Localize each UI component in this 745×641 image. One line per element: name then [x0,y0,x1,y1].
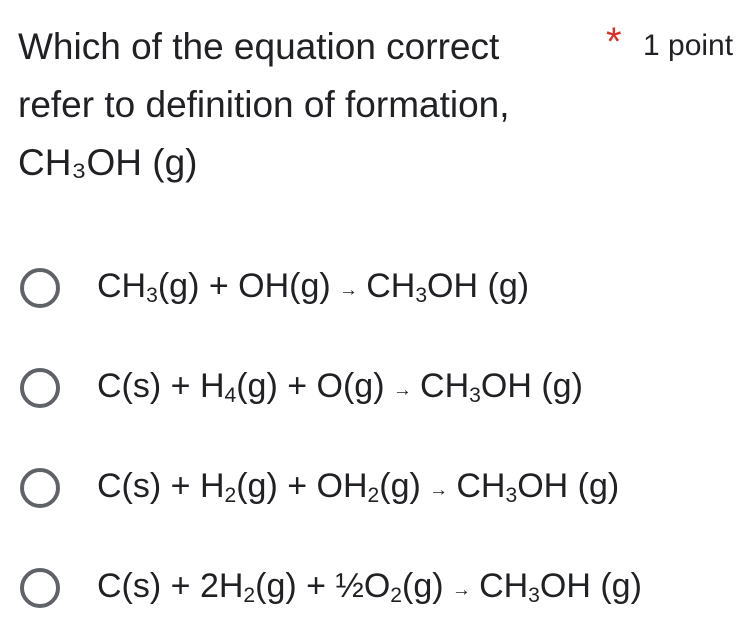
question-line-1: Which of the equation correct [18,26,500,67]
formula-text: (g) + OH(g) [157,266,331,305]
formula-subscript: 3 [146,284,158,308]
formula-text: (g) + O(g) [236,366,385,405]
radio-button-4[interactable] [20,568,60,608]
reaction-arrow-icon: → [392,378,412,400]
formula-text: CH [456,466,506,505]
answer-option-4-label [97,564,642,613]
radio-button-2[interactable] [20,368,60,408]
radio-button-3[interactable] [20,468,60,508]
formula-text: C(s) + 2H [97,566,244,605]
formula-text: (g) + OH [236,466,368,505]
answer-option-3[interactable] [0,438,745,538]
answer-options [0,238,745,638]
answer-option-4[interactable] [0,538,745,638]
formula-text: OH (g) [539,566,642,605]
question-title [18,18,578,192]
formula-subscript: 3 [528,584,540,608]
reaction-arrow-icon: → [451,578,471,600]
answer-option-1[interactable] [0,238,745,338]
formula-text: OH (g) [480,366,583,405]
formula-text: (g) + ½O [255,566,391,605]
answer-option-2-label [97,364,583,413]
formula-text: OH (g) [517,466,620,505]
formula-text: CH [479,566,529,605]
formula-text: OH (g) [427,266,530,305]
formula-text: CH [97,266,147,305]
formula-subscript: 2 [390,584,402,608]
formula-text: CH [366,266,416,305]
formula-subscript: 3 [415,284,428,308]
formula-subscript: 3 [469,384,481,408]
points-label: 1 point [643,29,734,62]
answer-option-1-label [97,264,529,313]
formula-text: C(s) + H [97,366,225,405]
formula-subscript: 3 [505,484,518,508]
formula-subscript: 2 [224,484,237,508]
answer-option-3-label [97,464,619,513]
formula-text: (g) [402,566,444,605]
formula-text: C(s) + H [97,466,225,505]
reaction-arrow-icon: → [429,478,448,500]
formula-text: CH [420,366,470,405]
formula-text: (g) [379,466,421,505]
radio-button-1[interactable] [20,268,60,308]
answer-option-2[interactable] [0,338,745,438]
question-line-2: refer to definition of formation, [18,84,510,125]
reaction-arrow-icon: → [339,278,358,300]
formula-subscript: 4 [224,384,237,408]
required-indicator: * [606,20,622,64]
formula-subscript: 2 [243,584,256,608]
formula-subscript: 2 [367,484,380,508]
question-line-3: CH₃OH (g) [18,142,198,183]
